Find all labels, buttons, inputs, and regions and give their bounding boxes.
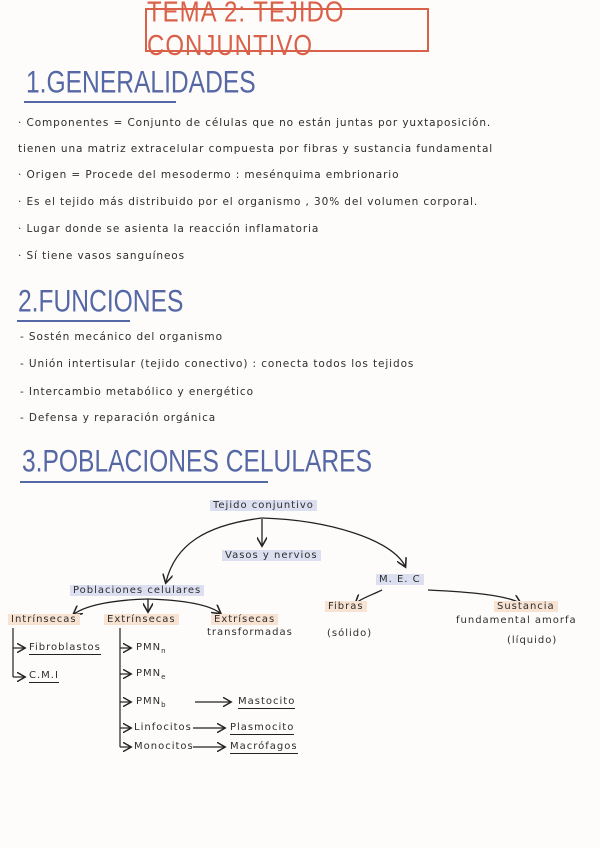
node-transformadas: transformadas: [207, 627, 293, 638]
node-sustancia: Sustancia: [494, 601, 558, 612]
generalidades-line-1: · Componentes = Conjunto de células que no están juntas por yuxtaposición.: [18, 117, 492, 129]
generalidades-line-6: · Sí tiene vasos sanguíneos: [18, 250, 185, 262]
item-linfocitos: Linfocitos: [134, 722, 192, 733]
funciones-line-4: - Defensa y reparación orgánica: [20, 412, 217, 424]
item-pmn-n: $PMN_n$: [136, 642, 167, 655]
item-monocitos: Monocitos: [134, 741, 194, 752]
heading-funciones: 2.FUNCIONES: [18, 284, 184, 319]
generalidades-line-2: tienen una matriz extracelular compuesta por fibras y sustancia fundamental: [18, 143, 494, 155]
item-pmn-e: $PMN_e$: [136, 668, 167, 681]
funciones-line-1: - Sostén mecánico del organismo: [20, 331, 223, 343]
item-plasmocito: Plasmocito: [230, 722, 295, 733]
item-cmi: C.M.I: [29, 670, 59, 681]
item-macrofagos: Macrófagos: [230, 741, 298, 752]
generalidades-line-4: · Es el tejido más distribuido por el organismo , 30% del volumen corporal.: [18, 196, 479, 208]
node-intrinsecas: Intrínsecas: [8, 614, 80, 625]
heading-generalidades: 1.GENERALIDADES: [26, 65, 256, 100]
node-extrisecas: Extrísecas: [211, 614, 278, 625]
node-mec: M. E. C: [376, 574, 424, 585]
funciones-line-2: - Unión intertisular (tejido conectivo) : conecta todos los tejidos: [20, 358, 415, 370]
item-pmn-b: $PMN_b$: [136, 696, 167, 709]
funciones-line-3: - Intercambio metabólico y energético: [20, 386, 254, 398]
arrow-to-extrisecas-transf: [148, 599, 220, 613]
node-fibras-state: (sólido): [327, 628, 373, 639]
item-mastocito: Mastocito: [238, 696, 296, 707]
item-fibroblastos: Fibroblastos: [29, 642, 101, 653]
page-title: TEMA 2: TEJIDO CONJUNTIVO: [147, 0, 345, 63]
generalidades-line-5: · Lugar donde se asienta la reacción inflamatoria: [18, 223, 320, 235]
node-sustancia-state: (líquido): [507, 635, 558, 646]
heading-poblaciones: 3.POBLACIONES CELULARES: [22, 444, 372, 479]
node-poblaciones-celulares: Poblaciones celulares: [70, 585, 204, 596]
node-tejido-conjuntivo: Tejido conjuntivo: [210, 500, 317, 511]
node-extrinsecas: Extrínsecas: [104, 614, 179, 625]
generalidades-line-3: · Origen = Procede del mesodermo : mesénquima embrionario: [18, 169, 400, 181]
node-fibras: Fibras: [325, 601, 367, 612]
node-fundamental-amorfa: fundamental amorfa: [456, 615, 577, 626]
node-vasos-nervios: Vasos y nervios: [222, 550, 321, 561]
arrow-to-intrinsecas: [74, 599, 148, 614]
